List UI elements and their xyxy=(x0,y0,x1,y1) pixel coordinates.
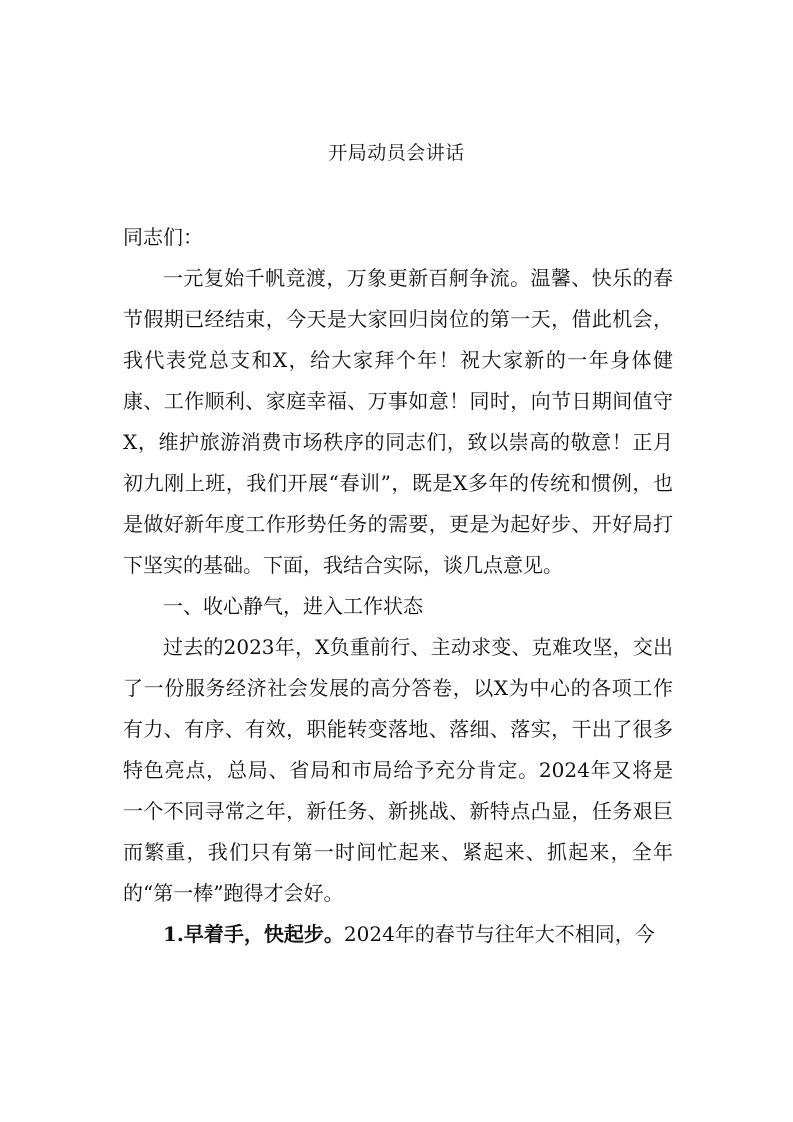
document-body xyxy=(123,217,673,955)
point-1-paragraph xyxy=(123,914,673,955)
paragraph-opening: 一元复始千帆竞渡，万象更新百舸争流。温馨、快乐的春节假期已经结束，今天是大家回归岗位的第一天，借此机会，我代表党总支和X，给大家拜个年！祝大家新的一年身体健康、工作顺利、家庭幸福、万事如意！同时，向节日期间值守X，维护旅游消费市场秩序的同志们，致以崇高的敬意！正月初九刚上班，我们开展“春训”，既是X多年的传统和惯例，也是做好新年度工作形势任务的需要，更是为起好步、开好局打下坚实的基础。下面，我结合实际，谈几点意见。 xyxy=(123,266,673,577)
section-heading-1: 一、收心静气，进入工作状态 xyxy=(163,594,423,618)
salutation: 同志们： xyxy=(123,225,203,249)
point-1-text: 2024年的春节与往年大不相同，今 xyxy=(343,922,655,946)
document-title: 开局动员会讲话 xyxy=(328,142,465,164)
paragraph-review: 过去的2023年，X负重前行、主动求变、克难攻坚，交出了一份服务经济社会发展的高分答卷，以X为中心的各项工作有力、有序、有效，职能转变落地、落细、落实，干出了很多特色亮点，总局、省局和市局给予充分肯定。2024年又将是一个不同寻常之年，新任务、新挑战、新特点凸显，任务艰巨而繁重，我们只有第一时间忙起来、紧起来、抓起来，全年的“第一棒”跑得才会好。 xyxy=(123,635,673,905)
point-1-heading: 1.早着手，快起步。 xyxy=(163,922,344,946)
